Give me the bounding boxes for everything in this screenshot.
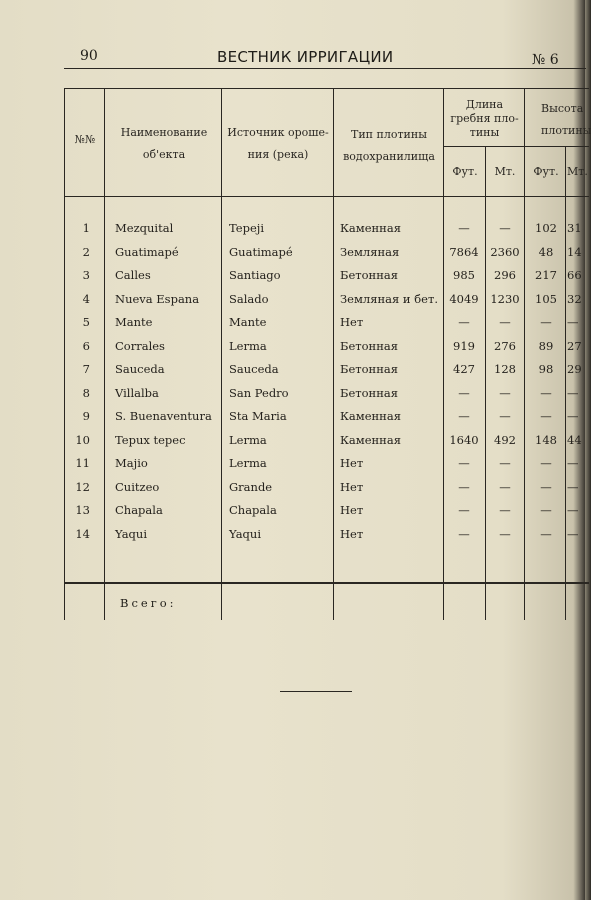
- irrigation-source: Santiago: [229, 268, 281, 282]
- crest-length-m: —: [499, 480, 511, 494]
- crest-length-m: 276: [494, 339, 516, 353]
- height-m: —: [567, 480, 579, 494]
- irrigation-source: Yaqui: [229, 527, 262, 541]
- object-name: S. Buenaventura: [115, 409, 212, 423]
- height-m: —: [567, 456, 579, 470]
- object-name: Calles: [115, 268, 151, 282]
- dam-type: Земляная и бет.: [340, 292, 438, 306]
- height-m: 31: [567, 221, 582, 235]
- subheader-rule: [443, 146, 589, 147]
- crest-length-m: —: [499, 527, 511, 541]
- height-ft: 217: [535, 268, 557, 282]
- crest-length-ft: 1640: [449, 433, 479, 447]
- crest-length-m: 128: [494, 362, 516, 376]
- col-rule: [221, 88, 222, 620]
- object-name: Villalba: [115, 386, 159, 400]
- dam-type: Нет: [340, 315, 364, 329]
- object-name: Tepux tepec: [115, 433, 186, 447]
- object-name: Sauceda: [115, 362, 165, 376]
- irrigation-source: Mante: [229, 315, 267, 329]
- col-rule: [443, 88, 444, 620]
- col-rule: [565, 146, 566, 620]
- irrigation-source: Salado: [229, 292, 269, 306]
- header-rule: [64, 68, 586, 69]
- height-ft: —: [540, 315, 552, 329]
- crest-length-ft: —: [458, 221, 470, 235]
- dam-type: Нет: [340, 480, 364, 494]
- row-number: 6: [82, 339, 90, 353]
- irrigation-source: Lerma: [229, 433, 267, 447]
- dam-type: Бетонная: [340, 268, 398, 282]
- crest-length-m: 492: [494, 433, 516, 447]
- dam-type: Нет: [340, 527, 364, 541]
- table-top-border: [64, 88, 589, 89]
- crest-length-m: —: [499, 409, 511, 423]
- crest-length-ft: 985: [453, 268, 475, 282]
- height-ft: 48: [538, 245, 554, 259]
- row-number: 3: [82, 268, 90, 282]
- irrigation-source: Sauceda: [229, 362, 279, 376]
- header-dam-height: Высота плотины: [541, 102, 591, 137]
- height-m: —: [567, 409, 579, 423]
- header-length-ft: Фут.: [452, 165, 478, 178]
- crest-length-ft: —: [458, 409, 470, 423]
- row-number: 13: [75, 503, 90, 517]
- irrigation-source: Grande: [229, 480, 273, 494]
- object-name: Mezquital: [115, 221, 174, 235]
- closing-rule: [280, 691, 352, 692]
- height-ft: —: [540, 456, 552, 470]
- irrigation-source: Guatimapé: [229, 245, 293, 259]
- row-number: 1: [82, 221, 90, 235]
- dam-type: Бетонная: [340, 339, 398, 353]
- header-dam-type: Тип плотины водохранилища: [343, 128, 435, 163]
- crest-length-ft: 919: [453, 339, 475, 353]
- object-name: Nueva Espana: [115, 292, 200, 306]
- col-rule: [524, 88, 525, 620]
- object-name: Chapala: [115, 503, 163, 517]
- height-ft: —: [540, 503, 552, 517]
- height-ft: —: [540, 480, 552, 494]
- crest-length-m: —: [499, 386, 511, 400]
- header-height-m: Мт.: [567, 165, 588, 178]
- crest-length-ft: 7864: [449, 245, 479, 259]
- dam-type: Земляная: [340, 245, 400, 259]
- crest-length-ft: —: [458, 456, 470, 470]
- height-m: 29: [567, 362, 582, 376]
- irrigation-source: San Pedro: [229, 386, 289, 400]
- height-m: —: [567, 315, 579, 329]
- height-m: 14: [567, 245, 582, 259]
- crest-length-ft: —: [458, 386, 470, 400]
- dam-type: Каменная: [340, 433, 401, 447]
- crest-length-m: —: [499, 315, 511, 329]
- dam-type: Каменная: [340, 221, 401, 235]
- crest-length-m: —: [499, 221, 511, 235]
- object-name: Yaqui: [115, 527, 148, 541]
- col-rule: [485, 146, 486, 620]
- row-number: 5: [82, 315, 90, 329]
- body-bottom-border: [64, 582, 589, 584]
- crest-length-m: —: [499, 456, 511, 470]
- col-rule: [333, 88, 334, 620]
- height-m: 32: [567, 292, 582, 306]
- row-number: 12: [75, 480, 90, 494]
- object-name: Majio: [115, 456, 148, 470]
- height-ft: 102: [535, 221, 557, 235]
- crest-length-ft: 427: [453, 362, 475, 376]
- crest-length-ft: —: [458, 503, 470, 517]
- row-number: 4: [82, 292, 90, 306]
- header-num: №№: [74, 133, 96, 146]
- height-ft: —: [540, 409, 552, 423]
- crest-length-m: —: [499, 503, 511, 517]
- header-crest-length: Длина гребня пло- тины: [450, 98, 519, 139]
- irrigation-source: Lerma: [229, 456, 267, 470]
- header-bottom-border: [64, 196, 589, 197]
- header-source: Источник ороше- ния (река): [227, 126, 329, 161]
- journal-title: ВЕСТНИК ИРРИГАЦИИ: [217, 48, 394, 66]
- height-ft: 105: [535, 292, 557, 306]
- height-m: 27: [567, 339, 582, 353]
- height-m: 66: [567, 268, 582, 282]
- crest-length-ft: —: [458, 315, 470, 329]
- dam-type: Бетонная: [340, 386, 398, 400]
- object-name: Cuitzeo: [115, 480, 160, 494]
- row-number: 11: [75, 456, 90, 470]
- dam-type: Каменная: [340, 409, 401, 423]
- row-number: 7: [82, 362, 90, 376]
- height-m: —: [567, 527, 579, 541]
- dam-type: Нет: [340, 503, 364, 517]
- header-height-ft: Фут.: [533, 165, 559, 178]
- height-ft: 148: [535, 433, 557, 447]
- crest-length-ft: —: [458, 527, 470, 541]
- col-rule: [104, 88, 105, 620]
- header-name: Наименование об'екта: [120, 126, 208, 161]
- height-ft: —: [540, 386, 552, 400]
- object-name: Corrales: [115, 339, 165, 353]
- object-name: Guatimapé: [115, 245, 179, 259]
- height-ft: 98: [538, 362, 554, 376]
- header-length-m: Мт.: [494, 165, 516, 178]
- page-number: 90: [80, 48, 98, 64]
- row-number: 2: [82, 245, 90, 259]
- crest-length-ft: —: [458, 480, 470, 494]
- total-label: Всего:: [120, 596, 177, 610]
- row-number: 10: [75, 433, 90, 447]
- crest-length-ft: 4049: [449, 292, 479, 306]
- row-number: 8: [82, 386, 90, 400]
- issue-number: № 6: [532, 52, 559, 68]
- height-ft: —: [540, 527, 552, 541]
- row-number: 9: [82, 409, 90, 423]
- row-number: 14: [75, 527, 90, 541]
- height-ft: 89: [538, 339, 554, 353]
- height-m: —: [567, 386, 579, 400]
- irrigation-source: Chapala: [229, 503, 277, 517]
- crest-length-m: 296: [494, 268, 516, 282]
- irrigation-source: Tepeji: [229, 221, 264, 235]
- crest-length-m: 2360: [490, 245, 520, 259]
- crest-length-m: 1230: [490, 292, 520, 306]
- irrigation-source: Sta Maria: [229, 409, 287, 423]
- height-m: 44: [567, 433, 582, 447]
- object-name: Mante: [115, 315, 153, 329]
- irrigation-source: Lerma: [229, 339, 267, 353]
- height-m: —: [567, 503, 579, 517]
- dam-type: Нет: [340, 456, 364, 470]
- dam-type: Бетонная: [340, 362, 398, 376]
